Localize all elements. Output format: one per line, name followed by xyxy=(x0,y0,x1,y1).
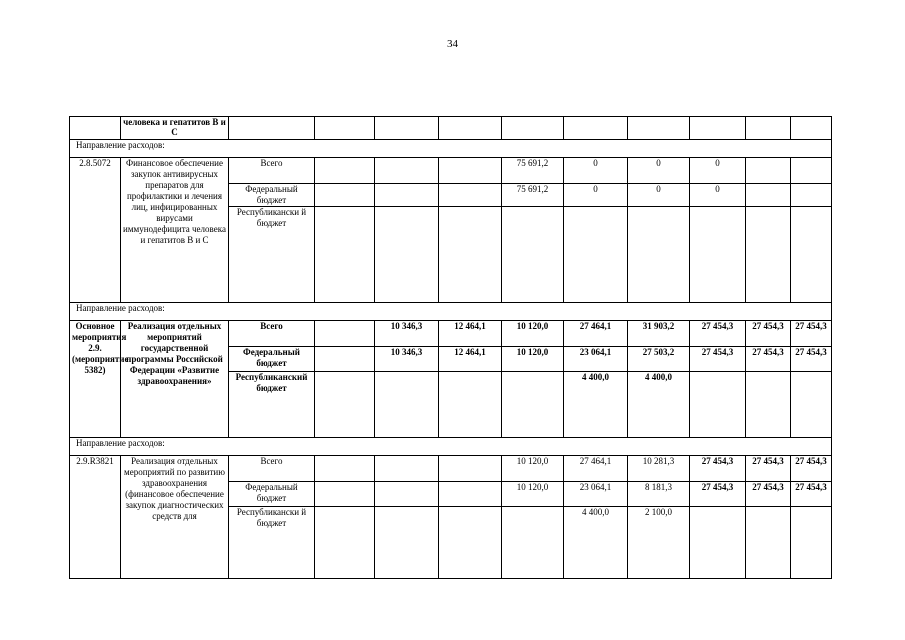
value-cell: 75 691,2 xyxy=(502,184,564,207)
value-cell: 4 400,0 xyxy=(628,372,690,438)
value-cell xyxy=(439,456,502,482)
value-cell xyxy=(315,482,375,507)
code-cell: Основное мероприятия 2.9. (мероприятие 5382) xyxy=(70,321,121,438)
source-label: Федеральный бюджет xyxy=(229,347,315,372)
value-cell: 2 100,0 xyxy=(628,507,690,579)
name-cell: Финансовое обеспечение закупок антивирусных препаратов для профилактики и лечения лиц, инфицированных вирусами иммунодефицита человека и гепатитов В и С xyxy=(121,158,229,303)
value-cell: 27 454,3 xyxy=(690,347,746,372)
direction-label: Направление расходов: xyxy=(70,140,832,158)
value-cell xyxy=(564,117,628,140)
value-cell: 12 464,1 xyxy=(439,321,502,347)
value-cell xyxy=(564,207,628,303)
value-cell: 10 120,0 xyxy=(502,482,564,507)
value-cell xyxy=(375,482,439,507)
value-cell: 27 454,3 xyxy=(791,456,832,482)
source-label: Федеральный бюджет xyxy=(229,482,315,507)
name-cell: Реализация отдельных мероприятий по развитию здравоохранения (финансовое обеспечение закупок диагностических средств для xyxy=(121,456,229,579)
direction-row xyxy=(70,438,832,456)
value-cell xyxy=(746,372,791,438)
value-cell: 23 064,1 xyxy=(564,482,628,507)
value-cell: 0 xyxy=(564,184,628,207)
value-cell: 10 281,3 xyxy=(628,456,690,482)
name-cell: Реализация отдельных мероприятий государственной программы Российской Федерации «Развитие здравоохранения» xyxy=(121,321,229,438)
value-cell xyxy=(315,184,375,207)
value-cell xyxy=(439,482,502,507)
direction-row xyxy=(70,140,832,158)
value-cell xyxy=(439,184,502,207)
value-cell xyxy=(315,117,375,140)
value-cell xyxy=(791,117,832,140)
direction-row xyxy=(70,303,832,321)
value-cell: 27 454,3 xyxy=(690,321,746,347)
value-cell xyxy=(690,207,746,303)
value-cell: 27 454,3 xyxy=(746,321,791,347)
value-cell: 10 346,3 xyxy=(375,347,439,372)
value-cell xyxy=(315,321,375,347)
source-label: Республиканский бюджет xyxy=(229,372,315,438)
value-cell xyxy=(791,184,832,207)
value-cell xyxy=(746,507,791,579)
value-cell xyxy=(746,117,791,140)
direction-label: Направление расходов: xyxy=(70,303,832,321)
value-cell: 12 464,1 xyxy=(439,347,502,372)
value-cell xyxy=(628,207,690,303)
value-cell xyxy=(375,117,439,140)
value-cell xyxy=(439,372,502,438)
value-cell: 27 454,3 xyxy=(746,482,791,507)
code-cell: 2.8.5072 xyxy=(70,158,121,303)
value-cell xyxy=(439,507,502,579)
value-cell xyxy=(375,507,439,579)
value-cell xyxy=(315,158,375,184)
source-label: Всего xyxy=(229,158,315,184)
value-cell xyxy=(315,456,375,482)
value-cell: 27 454,3 xyxy=(690,456,746,482)
table-row xyxy=(70,158,832,184)
code-cell xyxy=(70,117,121,140)
value-cell xyxy=(791,507,832,579)
value-cell xyxy=(791,207,832,303)
value-cell xyxy=(315,347,375,372)
value-cell xyxy=(375,207,439,303)
value-cell: 27 454,3 xyxy=(690,482,746,507)
value-cell: 27 454,3 xyxy=(746,347,791,372)
source-label: Республикански й бюджет xyxy=(229,207,315,303)
source-label: Всего xyxy=(229,456,315,482)
value-cell xyxy=(375,184,439,207)
value-cell xyxy=(690,117,746,140)
value-cell: 10 346,3 xyxy=(375,321,439,347)
value-cell: 8 181,3 xyxy=(628,482,690,507)
value-cell: 75 691,2 xyxy=(502,158,564,184)
table-row xyxy=(70,321,832,347)
value-cell xyxy=(628,117,690,140)
value-cell: 0 xyxy=(628,158,690,184)
value-cell: 10 120,0 xyxy=(502,456,564,482)
value-cell: 27 464,1 xyxy=(564,321,628,347)
direction-label: Направление расходов: xyxy=(70,438,832,456)
value-cell xyxy=(502,117,564,140)
value-cell: 23 064,1 xyxy=(564,347,628,372)
value-cell xyxy=(746,207,791,303)
value-cell xyxy=(315,372,375,438)
value-cell: 4 400,0 xyxy=(564,372,628,438)
value-cell: 27 454,3 xyxy=(746,456,791,482)
value-cell: 4 400,0 xyxy=(564,507,628,579)
value-cell xyxy=(375,158,439,184)
value-cell xyxy=(502,372,564,438)
value-cell xyxy=(502,207,564,303)
value-cell xyxy=(791,158,832,184)
table-row xyxy=(70,456,832,482)
value-cell xyxy=(746,184,791,207)
value-cell: 27 454,3 xyxy=(791,482,832,507)
value-cell: 27 503,2 xyxy=(628,347,690,372)
value-cell xyxy=(439,158,502,184)
value-cell: 27 464,1 xyxy=(564,456,628,482)
value-cell xyxy=(502,507,564,579)
page-number: 34 xyxy=(447,38,458,50)
value-cell xyxy=(315,207,375,303)
table-row xyxy=(70,117,832,140)
value-cell: 31 903,2 xyxy=(628,321,690,347)
value-cell: 0 xyxy=(628,184,690,207)
value-cell: 27 454,3 xyxy=(791,321,832,347)
source-label: Федеральный бюджет xyxy=(229,184,315,207)
value-cell: 10 120,0 xyxy=(502,321,564,347)
code-cell: 2.9.R3821 xyxy=(70,456,121,579)
value-cell xyxy=(375,372,439,438)
name-cell: человека и гепатитов В и С xyxy=(121,117,229,140)
value-cell: 27 454,3 xyxy=(791,347,832,372)
value-cell xyxy=(439,117,502,140)
value-cell xyxy=(229,117,315,140)
value-cell: 0 xyxy=(690,184,746,207)
source-label: Всего xyxy=(229,321,315,347)
source-label: Республикански й бюджет xyxy=(229,507,315,579)
value-cell xyxy=(375,456,439,482)
value-cell xyxy=(690,507,746,579)
value-cell xyxy=(315,507,375,579)
value-cell: 0 xyxy=(564,158,628,184)
budget-table xyxy=(69,116,832,579)
value-cell: 10 120,0 xyxy=(502,347,564,372)
value-cell xyxy=(791,372,832,438)
value-cell xyxy=(690,372,746,438)
value-cell: 0 xyxy=(690,158,746,184)
value-cell xyxy=(746,158,791,184)
value-cell xyxy=(439,207,502,303)
